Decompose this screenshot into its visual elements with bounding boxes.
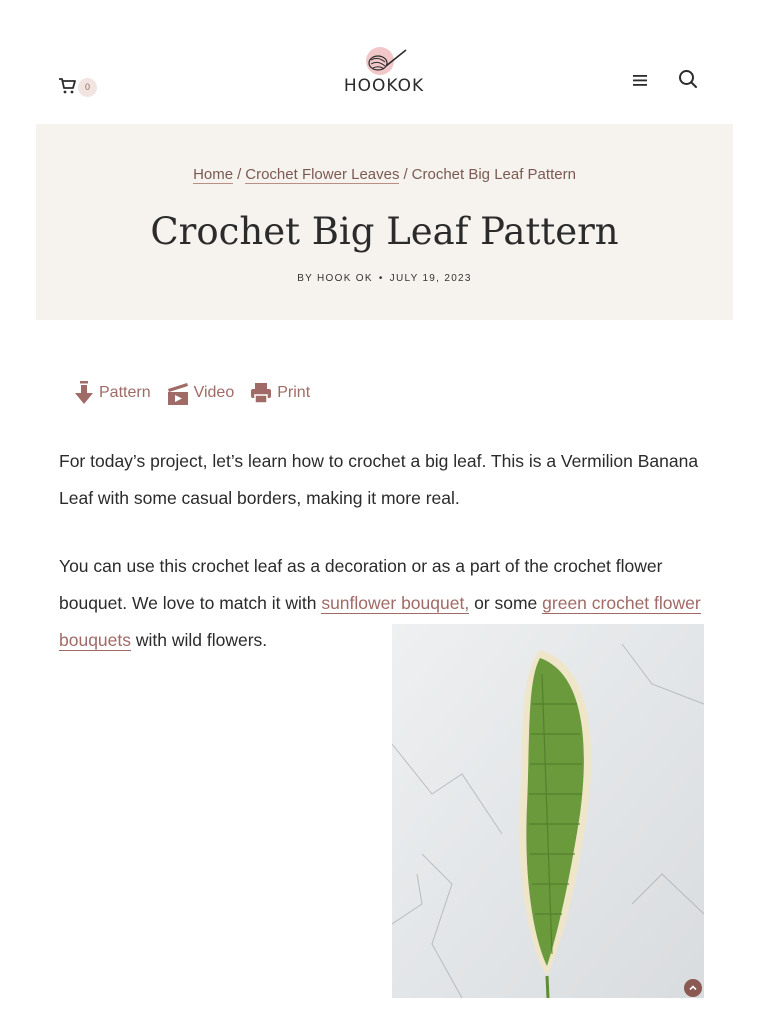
cart-count-badge: 0 (78, 78, 97, 97)
cart-icon (58, 77, 76, 95)
video-play-icon (167, 381, 189, 405)
site-header (0, 0, 768, 124)
video-button[interactable] (167, 381, 235, 405)
printer-icon (250, 382, 272, 404)
cart-button[interactable] (58, 77, 102, 101)
breadcrumb-separator: / (403, 166, 408, 183)
breadcrumb-current: Crochet Big Leaf Pattern (411, 166, 576, 183)
scroll-to-top-button[interactable] (684, 979, 702, 997)
breadcrumb-category-link[interactable]: Crochet Flower Leaves (245, 166, 400, 183)
download-arrow-icon (74, 381, 94, 405)
yarn-logo-icon (356, 44, 412, 78)
paragraph-text: with wild flowers. (131, 630, 268, 650)
green-bouquets-link[interactable]: green crochet flower bouquets (59, 593, 701, 650)
logo-text: HOOKOK (343, 76, 425, 96)
search-icon (677, 68, 699, 90)
author-link[interactable]: BY HOOK OK (297, 273, 373, 284)
breadcrumb-home-link[interactable]: Home (193, 166, 234, 183)
search-button[interactable] (677, 68, 701, 92)
meta-separator: • (378, 273, 384, 284)
pattern-label: Pattern (99, 384, 151, 401)
paragraph-text: You can use this crochet leaf as a decoration or as a part of the crochet flower bouquet. We love to match it with (59, 556, 663, 613)
breadcrumb-separator: / (237, 166, 242, 183)
video-label: Video (193, 384, 235, 401)
chevron-up-icon (684, 979, 702, 997)
hamburger-menu-icon (632, 73, 648, 87)
print-label: Print (277, 384, 311, 401)
page-hero (36, 124, 733, 320)
menu-button[interactable] (632, 71, 652, 89)
pattern-button[interactable] (74, 381, 151, 405)
page-title: Crochet Big Leaf Pattern (150, 210, 619, 253)
intro-paragraph: For today’s project, let’s learn how to crochet a big leaf. This is a Vermilion Banana Leaf with some casual borders, making it more real. (59, 451, 699, 508)
breadcrumb (36, 166, 733, 183)
recipe-actions (74, 379, 326, 407)
site-logo[interactable] (334, 44, 434, 100)
sunflower-bouquet-link[interactable]: sunflower bouquet, (321, 593, 470, 613)
post-meta (36, 273, 733, 284)
paragraph-text: or some (469, 593, 543, 613)
crochet-leaf-image (392, 624, 704, 998)
print-button[interactable] (250, 382, 310, 404)
post-date: JULY 19, 2023 (389, 273, 472, 284)
